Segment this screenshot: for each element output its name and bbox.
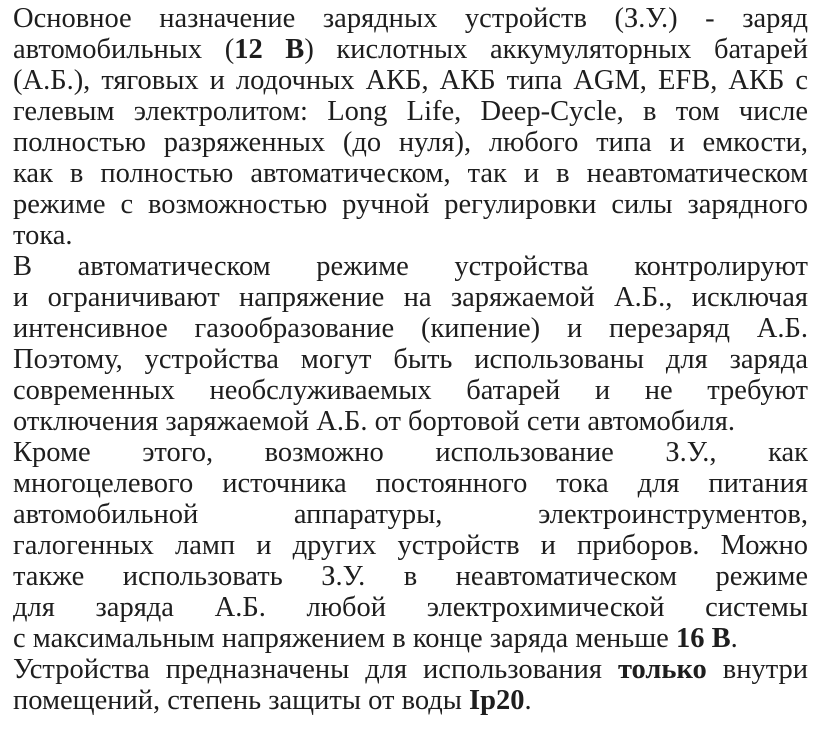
paragraph-3-line xyxy=(13,592,808,623)
bold-term: Ip20 xyxy=(469,685,525,716)
paragraph-2-line xyxy=(13,251,808,282)
paragraph-3-line xyxy=(13,437,808,468)
text-run: гелевым электролитом: Long Life, Deep-Cycle, в том числе xyxy=(13,96,808,127)
text-run: современных необслуживаемых батарей и не требуют xyxy=(13,375,808,406)
text-run: ) кислотных аккумуляторных батарей xyxy=(304,34,808,65)
text-run: Кроме этого, возможно использование З.У., как xyxy=(13,437,808,468)
text-run: галогенных ламп и других устройств и приборов. Можно xyxy=(13,530,808,561)
paragraph-1-line xyxy=(13,220,808,251)
text-run: автомобильной аппаратуры, электроинструментов, xyxy=(13,499,808,530)
paragraph-3-line xyxy=(13,623,808,654)
paragraph-1-line xyxy=(13,158,808,189)
paragraph-4-line xyxy=(13,654,808,685)
paragraph-1-line xyxy=(13,189,808,220)
paragraph-2-line xyxy=(13,406,808,437)
text-run: Основное назначение зарядных устройств (З.У.) - заряд xyxy=(13,3,808,34)
text-run: внутри xyxy=(706,654,809,685)
paragraph-3-line xyxy=(13,530,808,561)
text-run: . xyxy=(730,623,738,654)
text-run: полностью разряженных (до нуля), любого типа и емкости, xyxy=(13,127,808,158)
text-run: (А.Б.), тяговых и лодочных АКБ, АКБ типа AGM, EFB, АКБ с xyxy=(13,65,808,96)
paragraph-2-line xyxy=(13,282,808,313)
paragraph-2-line xyxy=(13,344,808,375)
paragraph-1-line xyxy=(13,65,808,96)
text-run: отключения заряжаемой А.Б. от бортовой сети автомобиля. xyxy=(13,406,736,437)
text-run: помещений, степень защиты от воды xyxy=(13,685,470,716)
text-run: интенсивное газообразование (кипение) и перезаряд А.Б. xyxy=(13,313,808,344)
text-run: режиме с возможностью ручной регулировки силы зарядного xyxy=(13,189,808,220)
paragraph-3-line xyxy=(13,499,808,530)
paragraph-3-line xyxy=(13,468,808,499)
text-run: . xyxy=(524,685,532,716)
bold-term: только xyxy=(617,654,707,685)
text-run: многоцелевого источника постоянного тока для питания xyxy=(13,468,808,499)
text-run: с максимальным напряжением в конце заряда меньше xyxy=(13,623,676,654)
text-run: также использовать З.У. в неавтоматическом режиме xyxy=(13,561,808,592)
paragraph-3-line xyxy=(13,561,808,592)
text-run: для заряда А.Б. любой электрохимической системы xyxy=(13,592,808,623)
paragraph-1-line xyxy=(13,127,808,158)
text-run: Устройства предназначены для использования xyxy=(13,654,618,685)
text-run: автомобильных ( xyxy=(13,34,235,65)
text-run: и ограничивают напряжение на заряжаемой А.Б., исключая xyxy=(13,282,808,313)
bold-term: 12 В xyxy=(234,34,305,65)
paragraph-2-line xyxy=(13,375,808,406)
paragraph-2-line xyxy=(13,313,808,344)
text-run: В автоматическом режиме устройства контролируют xyxy=(13,251,808,282)
paragraph-4-line xyxy=(13,685,808,716)
bold-term: 16 В xyxy=(675,623,731,654)
paragraph-1-line xyxy=(13,3,808,34)
text-run: тока. xyxy=(13,220,73,251)
text-run: как в полностью автоматическом, так и в неавтоматическом xyxy=(13,158,808,189)
paragraph-1-line xyxy=(13,96,808,127)
text-run: Поэтому, устройства могут быть использованы для заряда xyxy=(13,344,808,375)
paragraph-1-line xyxy=(13,34,808,65)
